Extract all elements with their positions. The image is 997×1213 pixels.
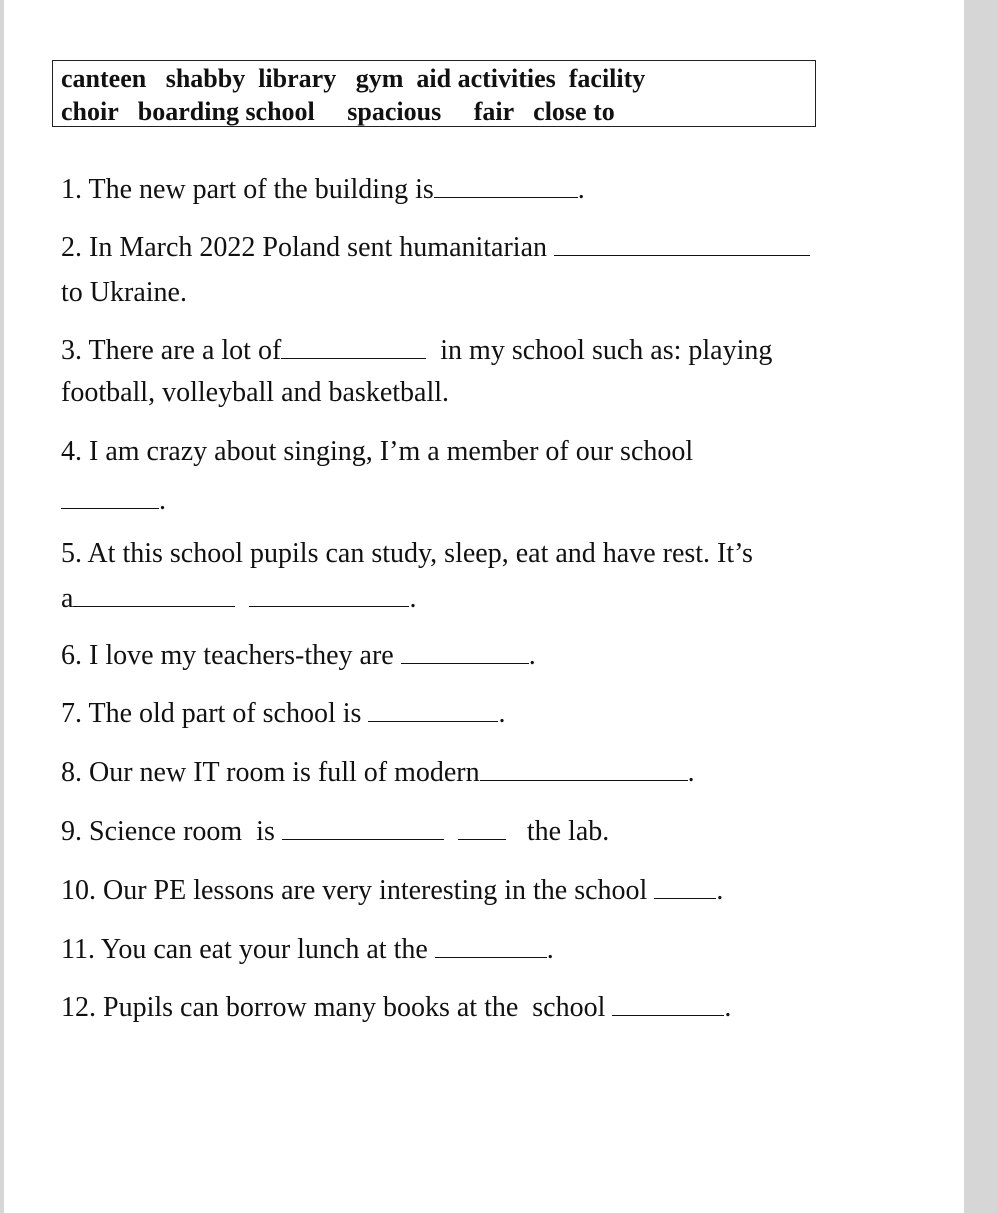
question-2-line-2 <box>61 276 187 310</box>
question-8 <box>61 756 695 790</box>
question-text: . <box>687 757 695 788</box>
answer-blank[interactable] <box>401 641 529 664</box>
question-text: 6. I love my teachers-they are <box>61 640 394 671</box>
answer-blank[interactable] <box>282 817 444 840</box>
question-9 <box>61 815 609 849</box>
question-text: 10. Our PE lessons are very interesting in the school <box>61 875 648 906</box>
word-bank-item: aid <box>416 64 452 93</box>
question-11 <box>61 933 554 967</box>
question-text: . <box>409 583 417 614</box>
answer-blank[interactable] <box>281 336 426 359</box>
word-bank-item: close to <box>533 97 615 126</box>
word-bank-item: canteen <box>61 64 147 93</box>
question-text: to Ukraine. <box>61 277 187 308</box>
question-3-line-2 <box>61 376 449 410</box>
answer-blank[interactable] <box>434 175 578 198</box>
question-text: 4. I am crazy about singing, I’m a member of our school <box>61 436 694 467</box>
word-bank-item: gym <box>355 64 404 93</box>
answer-blank[interactable] <box>612 993 724 1016</box>
question-2-line-1 <box>61 231 810 265</box>
question-1 <box>61 173 585 207</box>
question-7 <box>61 697 505 731</box>
question-text: the lab. <box>526 816 610 847</box>
question-text: football, volleyball and basketball. <box>61 377 450 408</box>
answer-blank[interactable] <box>435 935 547 958</box>
question-5-line-1 <box>61 537 753 571</box>
question-text: 1. The new part of the building is <box>61 174 434 205</box>
word-bank-item: fair <box>473 97 514 126</box>
word-bank-item: boarding school <box>137 97 315 126</box>
question-3-line-1 <box>61 334 772 368</box>
answer-blank[interactable] <box>73 584 235 607</box>
question-text: 9. Science room is <box>61 816 275 847</box>
question-6 <box>61 639 536 673</box>
question-text: in my school such as: playing <box>440 335 773 366</box>
question-text: . <box>724 992 732 1023</box>
word-bank-item: shabby <box>165 64 246 93</box>
question-text: 11. You can eat your lunch at the <box>61 934 428 965</box>
answer-blank[interactable] <box>654 876 716 899</box>
question-4-line-1 <box>61 435 693 469</box>
question-12 <box>61 991 731 1025</box>
answer-blank[interactable] <box>458 817 506 840</box>
question-text: 7. The old part of school is <box>61 698 362 729</box>
word-bank-row-1 <box>61 64 645 94</box>
question-text: 8. Our new IT room is full of modern <box>61 757 480 788</box>
question-text: . <box>528 640 536 671</box>
question-text: 3. There are a lot of <box>61 335 282 366</box>
word-bank-box <box>52 60 816 127</box>
word-bank-item: facility <box>568 64 646 93</box>
question-10 <box>61 874 723 908</box>
word-bank-item: spacious <box>347 97 442 126</box>
question-5-line-2 <box>61 582 416 616</box>
question-4-line-2 <box>61 484 166 518</box>
worksheet-page <box>4 0 964 1213</box>
question-text: 12. Pupils can borrow many books at the school <box>61 992 606 1023</box>
answer-blank[interactable] <box>249 584 409 607</box>
question-text: . <box>716 875 724 906</box>
word-bank-item: activities <box>457 64 556 93</box>
question-text: . <box>577 174 585 205</box>
question-text: . <box>546 934 554 965</box>
answer-blank[interactable] <box>368 699 498 722</box>
word-bank-row-2 <box>61 97 615 127</box>
word-bank-item: library <box>258 64 337 93</box>
answer-blank[interactable] <box>554 233 810 256</box>
question-text: a <box>61 583 74 614</box>
answer-blank[interactable] <box>61 486 159 509</box>
question-text: . <box>159 485 166 516</box>
question-text: 5. At this school pupils can study, sleep, eat and have rest. It’s <box>61 538 753 569</box>
question-text: . <box>498 698 506 729</box>
question-text: 2. In March 2022 Poland sent humanitarian <box>61 232 548 263</box>
answer-blank[interactable] <box>480 758 688 781</box>
word-bank-item: choir <box>61 97 119 126</box>
